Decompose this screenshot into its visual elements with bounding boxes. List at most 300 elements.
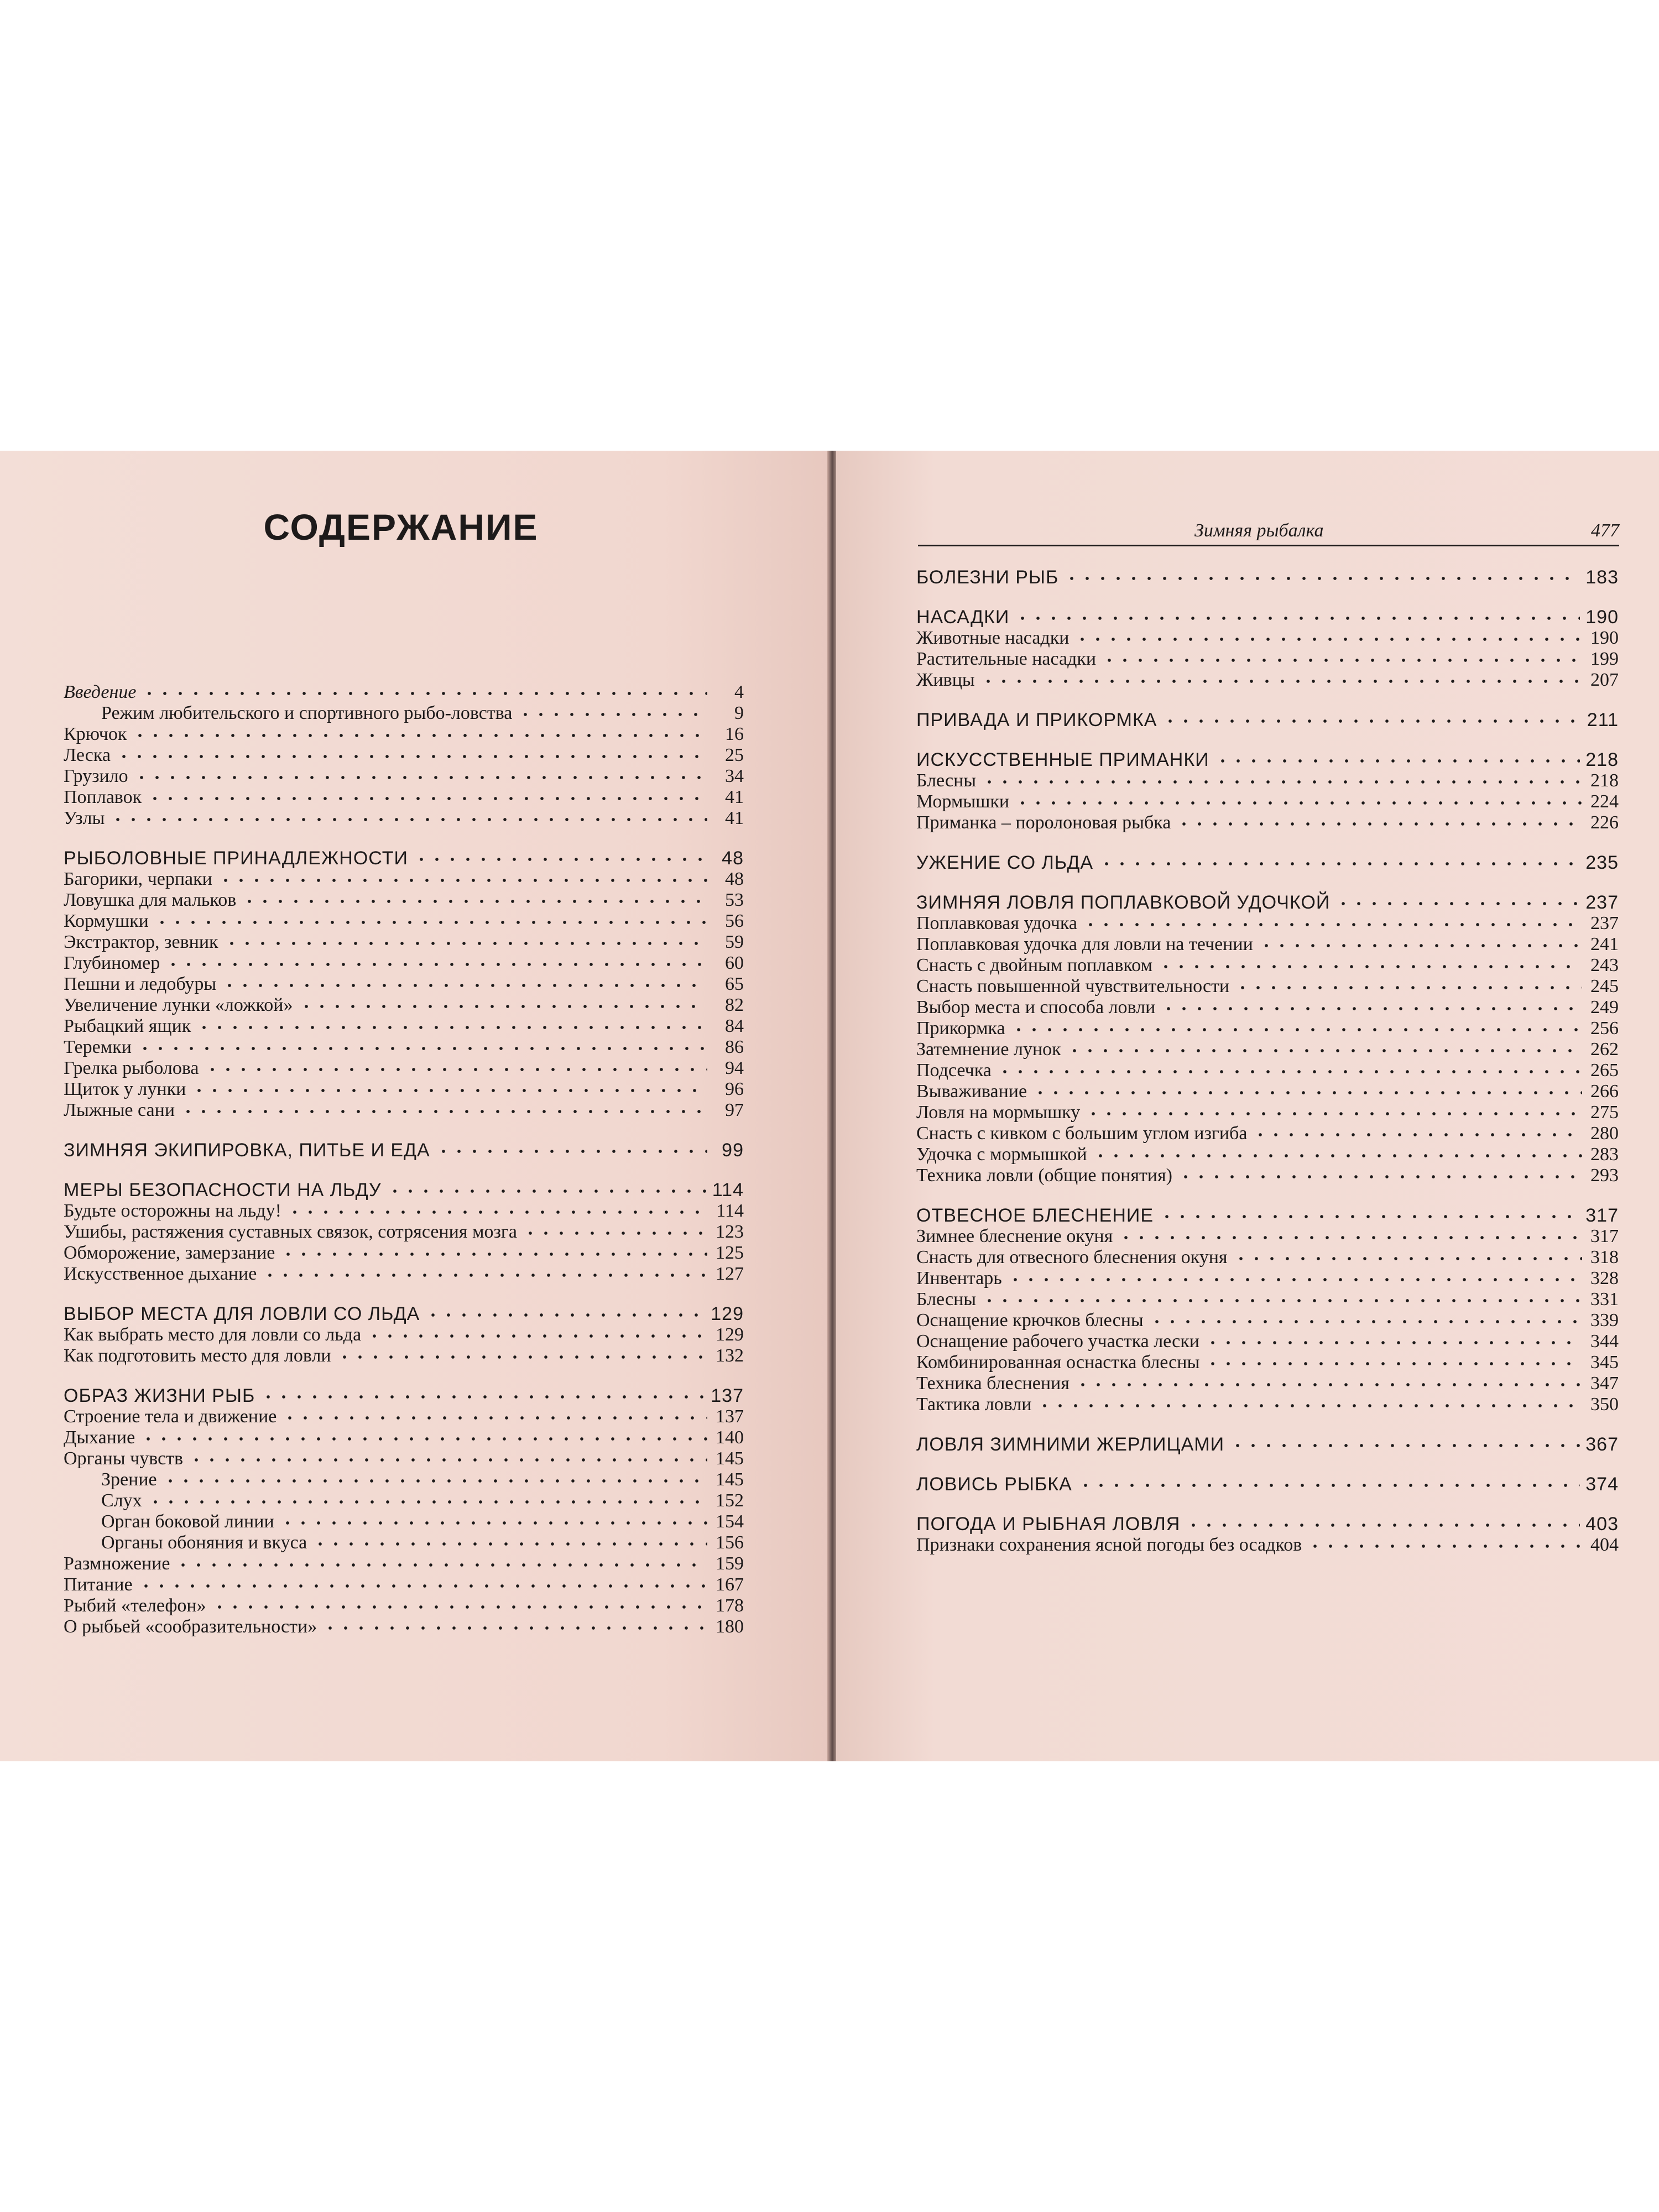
page-title: СОДЕРЖАНИЕ	[263, 507, 539, 547]
toc-page-number: 403	[1585, 1514, 1619, 1535]
toc-entry-label: Удочка с мормышкой	[916, 1144, 1087, 1165]
toc-entry	[916, 934, 1619, 955]
left-page	[0, 451, 830, 1761]
toc-section-heading	[64, 1385, 744, 1406]
toc-entry-label: Режим любительского и спортивного рыбо-ловства	[101, 703, 513, 723]
toc-page-number: 235	[1585, 852, 1619, 873]
toc-page-number: 25	[725, 745, 744, 765]
leader-dots	[1176, 820, 1582, 828]
toc-page-number: 328	[1590, 1268, 1619, 1288]
toc-entry	[916, 649, 1619, 670]
toc-entry-label: Живцы	[916, 670, 975, 690]
toc-section-heading	[916, 1514, 1619, 1535]
leader-dots	[132, 732, 707, 739]
toc-entry-label: Грелка рыболова	[64, 1058, 199, 1078]
leader-dots	[1118, 1234, 1582, 1241]
toc-page-number: 96	[725, 1079, 744, 1099]
leader-dots	[262, 1271, 707, 1279]
toc-entry-label: Снасть с двойным поплавком	[916, 955, 1153, 975]
toc-page-number: 265	[1590, 1060, 1619, 1081]
leader-dots	[337, 1353, 707, 1361]
toc-entry	[916, 1165, 1619, 1186]
toc-page-number: 317	[1590, 1226, 1619, 1246]
toc-entry	[916, 1394, 1619, 1415]
leader-dots	[1230, 1442, 1580, 1449]
toc-entry	[64, 953, 744, 974]
toc-entry	[916, 1268, 1619, 1289]
leader-dots	[142, 690, 707, 697]
toc-page-number: 190	[1590, 628, 1619, 648]
toc-entry	[916, 1081, 1619, 1102]
toc-entry	[64, 1243, 744, 1264]
leader-dots	[1008, 1276, 1582, 1284]
leader-dots	[1102, 656, 1582, 664]
leader-dots	[280, 1519, 707, 1527]
toc-page-number: 224	[1590, 791, 1619, 812]
leader-dots	[1067, 1047, 1582, 1055]
toc-entry-label: УЖЕНИЕ СО ЛЬДА	[916, 852, 1094, 873]
leader-dots	[138, 1582, 707, 1590]
toc-page-number: 16	[725, 724, 744, 744]
toc-entry-label: Мормышки	[916, 791, 1010, 812]
toc-entry	[916, 1039, 1619, 1060]
toc-entry-label: ПОГОДА И РЫБНАЯ ЛОВЛЯ	[916, 1514, 1181, 1535]
toc-page-number: 178	[716, 1595, 744, 1616]
toc-entry	[64, 1058, 744, 1079]
toc-section-heading	[916, 852, 1619, 873]
leader-dots	[280, 1250, 707, 1258]
leader-dots	[212, 1603, 707, 1611]
leader-dots	[322, 1624, 707, 1632]
leader-dots	[165, 961, 707, 968]
toc-page-number: 129	[716, 1324, 744, 1345]
toc-entry-label: Будьте осторожны на льду!	[64, 1201, 281, 1221]
toc-entry	[916, 1018, 1619, 1039]
leader-dots	[1149, 1318, 1582, 1326]
leader-dots	[997, 1068, 1582, 1076]
toc-entry	[64, 745, 744, 766]
toc-page-number: 53	[725, 890, 744, 910]
toc-entry-label: Глубиномер	[64, 953, 160, 973]
leader-dots	[196, 1024, 707, 1031]
toc-entry-label: Размножение	[64, 1553, 170, 1574]
leader-dots	[175, 1561, 707, 1569]
leader-dots	[260, 1393, 705, 1401]
leader-dots	[982, 1297, 1582, 1305]
leader-dots	[1078, 1481, 1580, 1489]
toc-entry-label: Приманка – поролоновая рыбка	[916, 812, 1171, 833]
toc-section-heading	[64, 1180, 744, 1201]
toc-page-number: 137	[716, 1406, 744, 1427]
toc-entry-introduction	[64, 682, 744, 703]
toc-entry-label: БОЛЕЗНИ РЫБ	[916, 567, 1059, 588]
toc-entry-label: Рыбий «телефон»	[64, 1595, 206, 1616]
toc-entry-label: ВЫБОР МЕСТА ДЛЯ ЛОВЛИ СО ЛЬДА	[64, 1303, 420, 1324]
toc-page-number: 243	[1590, 955, 1619, 975]
toc-page-number: 266	[1590, 1081, 1619, 1102]
toc-page-number: 129	[711, 1303, 744, 1324]
leader-dots	[425, 1311, 705, 1319]
toc-page-number: 256	[1590, 1018, 1619, 1039]
toc-page-number: 99	[722, 1140, 744, 1161]
toc-page-number: 180	[716, 1616, 744, 1637]
toc-page-number: 367	[1585, 1434, 1619, 1455]
toc-entry-label: Кормушки	[64, 911, 149, 931]
toc-page-number: 114	[712, 1180, 744, 1201]
toc-section-heading	[916, 749, 1619, 770]
toc-section-heading	[64, 1140, 744, 1161]
leader-dots	[154, 919, 707, 926]
toc-entry	[64, 1222, 744, 1243]
toc-page-number: 345	[1590, 1352, 1619, 1373]
toc-entry	[64, 1201, 744, 1222]
leader-dots	[982, 778, 1582, 786]
leader-dots	[1032, 1089, 1582, 1097]
toc-page-number: 207	[1590, 670, 1619, 690]
toc-entry-label: Крючок	[64, 724, 127, 744]
toc-entry-label: ЗИМНЯЯ ЛОВЛЯ ПОПЛАВКОВОЙ УДОЧКОЙ	[916, 892, 1331, 913]
leader-dots	[1064, 575, 1580, 582]
toc-entry-label: Поплавок	[64, 787, 142, 807]
toc-entry-label: Затемнение лунок	[916, 1039, 1061, 1060]
toc-page-number: 347	[1590, 1373, 1619, 1394]
leader-dots	[287, 1208, 707, 1216]
toc-entry-label: Пешни и ледобуры	[64, 974, 217, 994]
leader-dots	[1037, 1402, 1582, 1410]
toc-subentry	[64, 1532, 744, 1553]
toc-entry-label: Оснащение рабочего участка лески	[916, 1331, 1199, 1352]
toc-page-number: 280	[1590, 1123, 1619, 1144]
toc-entry-label: Выбор места и способа ловли	[916, 997, 1156, 1018]
toc-page-number: 199	[1590, 649, 1619, 669]
toc-entry-label: НАСАДКИ	[916, 607, 1010, 628]
toc-entry-label: Рыбацкий ящик	[64, 1016, 191, 1036]
leader-dots	[1162, 717, 1581, 725]
toc-entry	[916, 1535, 1619, 1556]
toc-page-number: 114	[716, 1201, 744, 1221]
toc-entry-label: Как подготовить место для ловли	[64, 1345, 331, 1366]
toc-entry	[64, 1264, 744, 1285]
toc-entry-label: Леска	[64, 745, 111, 765]
leader-dots	[1086, 1110, 1582, 1118]
toc-entry	[64, 1016, 744, 1037]
toc-section-heading	[916, 892, 1619, 913]
toc-entry-label: ПРИВАДА И ПРИКОРМКА	[916, 709, 1157, 731]
leader-dots	[1253, 1131, 1582, 1139]
leader-dots	[436, 1147, 707, 1155]
toc-entry	[64, 703, 744, 724]
right-page	[836, 451, 1659, 1761]
toc-entry-label: Строение тела и движение	[64, 1406, 277, 1427]
toc-page-number: 159	[716, 1553, 744, 1574]
toc-entry-label: Тактика ловли	[916, 1394, 1032, 1415]
leader-dots	[1075, 1381, 1582, 1389]
toc-page-number: 65	[725, 974, 744, 994]
toc-entry	[64, 1616, 744, 1637]
toc-entry-label: Щиток у лунки	[64, 1079, 186, 1099]
toc-page-number: 152	[716, 1490, 744, 1511]
toc-entry-label: Органы чувств	[64, 1448, 184, 1469]
toc-page-number: 97	[725, 1100, 744, 1120]
toc-entry-label: ОБРАЗ ЖИЗНИ РЫБ	[64, 1385, 255, 1406]
toc-entry	[64, 1406, 744, 1427]
toc-entry	[64, 787, 744, 808]
toc-page-number: 226	[1590, 812, 1619, 833]
toc-page-number: 127	[716, 1264, 744, 1284]
toc-page-number: 237	[1590, 913, 1619, 933]
toc-page-number: 245	[1590, 976, 1619, 997]
leader-dots	[1259, 942, 1582, 950]
leader-dots	[1161, 1005, 1582, 1013]
leader-dots	[1307, 1542, 1582, 1550]
leader-dots	[1178, 1173, 1582, 1181]
toc-page-number: 167	[716, 1574, 744, 1595]
running-header	[918, 516, 1619, 546]
toc-page-number: 34	[725, 766, 744, 786]
toc-entry	[916, 997, 1619, 1018]
toc-entry	[916, 955, 1619, 976]
toc-entry-label: Питание	[64, 1574, 133, 1595]
toc-entry	[916, 1373, 1619, 1394]
leader-dots	[222, 982, 707, 989]
toc-entry-label: Прикормка	[916, 1018, 1005, 1039]
leader-dots	[1011, 1026, 1582, 1034]
page-number: 477	[1591, 520, 1619, 541]
toc-page-number: 339	[1590, 1310, 1619, 1331]
leader-dots	[980, 677, 1582, 685]
leader-dots	[1215, 757, 1580, 765]
toc-entry	[64, 932, 744, 953]
toc-section-heading	[916, 607, 1619, 628]
toc-page-number: 190	[1585, 607, 1619, 628]
left-toc	[64, 682, 744, 1637]
leader-dots	[134, 774, 707, 781]
toc-entry-label: Как выбрать место для ловли со льда	[64, 1324, 362, 1345]
toc-entry	[916, 628, 1619, 649]
leader-dots	[205, 1066, 707, 1073]
toc-entry	[64, 1037, 744, 1058]
toc-page-number: 86	[725, 1037, 744, 1057]
toc-entry	[916, 913, 1619, 934]
toc-entry-label: Ушибы, растяжения суставных связок, сотрясения мозга	[64, 1222, 517, 1242]
toc-entry-label: О рыбьей «сообразительности»	[64, 1616, 317, 1637]
leader-dots	[1074, 635, 1582, 643]
toc-page-number: 56	[725, 911, 744, 931]
leader-dots	[414, 855, 707, 863]
toc-entry-label: Увеличение лунки «ложкой»	[64, 995, 293, 1015]
leader-dots	[140, 1435, 707, 1443]
toc-entry	[64, 1079, 744, 1100]
open-book	[0, 451, 1659, 1761]
toc-entry	[64, 974, 744, 995]
toc-page-number: 237	[1585, 892, 1619, 913]
toc-entry	[916, 1060, 1619, 1081]
toc-entry-label: Растительные насадки	[916, 649, 1097, 669]
toc-entry	[64, 869, 744, 890]
toc-entry-label: Зрение	[101, 1469, 157, 1490]
toc-entry-label: Инвентарь	[916, 1268, 1002, 1288]
toc-entry	[64, 1427, 744, 1448]
toc-entry-label: РЫБОЛОВНЫЕ ПРИНАДЛЕЖНОСТИ	[64, 848, 408, 869]
toc-page-number: 183	[1585, 567, 1619, 588]
toc-page-number: 344	[1590, 1331, 1619, 1352]
leader-dots	[1015, 799, 1582, 807]
toc-page-number: 94	[725, 1058, 744, 1078]
leader-dots	[1099, 860, 1580, 868]
toc-entry-label: Экстрактор, зевник	[64, 932, 218, 952]
toc-entry	[916, 791, 1619, 812]
toc-page-number: 283	[1590, 1144, 1619, 1165]
leader-dots	[1335, 900, 1580, 907]
toc-page-number: 41	[725, 787, 744, 807]
toc-entry-label: Грузило	[64, 766, 128, 786]
toc-entry	[916, 812, 1619, 833]
leader-dots	[523, 1229, 707, 1237]
toc-entry-label: Органы обоняния и вкуса	[101, 1532, 307, 1553]
toc-entry-label: Признаки сохранения ясной погоды без осадков	[916, 1535, 1302, 1555]
toc-page-number: 4	[734, 682, 744, 702]
toc-entry	[916, 1102, 1619, 1123]
leader-dots	[242, 898, 707, 905]
toc-entry-label: Снасть для отвесного блеснения окуня	[916, 1247, 1228, 1267]
leader-dots	[1186, 1521, 1580, 1529]
leader-dots	[110, 816, 707, 823]
toc-entry-label: Блесны	[916, 1289, 977, 1310]
toc-page-number: 374	[1585, 1474, 1619, 1495]
toc-entry-label: ЛОВИСЬ РЫБКА	[916, 1474, 1072, 1495]
leader-dots	[1159, 1213, 1580, 1220]
toc-entry-label: Обморожение, замерзание	[64, 1243, 275, 1263]
toc-entry-label: Орган боковой линии	[101, 1511, 274, 1532]
running-title: Зимняя рыбалка	[1194, 520, 1324, 541]
toc-entry-label: Блесны	[916, 770, 977, 791]
toc-section-heading	[916, 709, 1619, 731]
leader-dots	[116, 753, 707, 760]
toc-page-number: 249	[1590, 997, 1619, 1018]
toc-entry	[64, 890, 744, 911]
leader-dots	[191, 1087, 707, 1094]
toc-entry-label: Техника блеснения	[916, 1373, 1070, 1394]
toc-section-heading	[916, 1474, 1619, 1495]
leader-dots	[137, 1045, 707, 1052]
toc-page-number: 275	[1590, 1102, 1619, 1123]
toc-entry	[916, 976, 1619, 997]
toc-page-number: 318	[1590, 1247, 1619, 1267]
toc-entry	[916, 1144, 1619, 1165]
toc-entry	[916, 670, 1619, 691]
toc-entry-label: Теремки	[64, 1037, 132, 1057]
leader-dots	[1235, 984, 1582, 992]
toc-page-number: 82	[725, 995, 744, 1015]
toc-entry-label: Искусственное дыхание	[64, 1264, 257, 1284]
toc-entry	[916, 1289, 1619, 1310]
toc-entry-label: Поплавковая удочка	[916, 913, 1077, 933]
toc-entry	[64, 766, 744, 787]
toc-entry	[916, 1331, 1619, 1352]
toc-page-number: 132	[716, 1345, 744, 1366]
leader-dots	[1205, 1360, 1582, 1368]
toc-page-number: 211	[1587, 709, 1619, 731]
toc-page-number: 145	[716, 1469, 744, 1490]
leader-dots	[148, 1498, 707, 1506]
leader-dots	[224, 940, 707, 947]
toc-entry-label: Поплавковая удочка для ловли на течении	[916, 934, 1253, 954]
toc-page-number: 48	[725, 869, 744, 889]
leader-dots	[180, 1108, 707, 1115]
leader-dots	[387, 1187, 707, 1195]
leader-dots	[147, 795, 707, 802]
toc-page-number: 218	[1590, 770, 1619, 791]
toc-entry	[64, 1574, 744, 1595]
toc-entry	[916, 1310, 1619, 1331]
toc-entry-label: Комбинированная оснастка блесны	[916, 1352, 1200, 1373]
toc-page-number: 241	[1590, 934, 1619, 954]
toc-entry-label: Животные насадки	[916, 628, 1070, 648]
toc-page-number: 41	[725, 808, 744, 828]
toc-entry-label: ОТВЕСНОЕ БЛЕСНЕНИЕ	[916, 1205, 1154, 1226]
toc-page-number: 331	[1590, 1289, 1619, 1310]
toc-entry	[916, 1352, 1619, 1373]
toc-entry-label: МЕРЫ БЕЗОПАСНОСТИ НА ЛЬДУ	[64, 1180, 382, 1201]
toc-section-heading	[916, 1434, 1619, 1455]
leader-dots	[1233, 1255, 1582, 1262]
toc-page-number: 317	[1585, 1205, 1619, 1226]
toc-subentry	[64, 1511, 744, 1532]
toc-entry	[916, 770, 1619, 791]
toc-entry	[64, 724, 744, 745]
leader-dots	[1015, 614, 1580, 622]
leader-dots	[1205, 1339, 1582, 1347]
toc-entry	[64, 995, 744, 1016]
toc-entry-label: Техника ловли (общие понятия)	[916, 1165, 1172, 1186]
toc-page-number: 137	[711, 1385, 744, 1406]
toc-entry-label: Слух	[101, 1490, 142, 1511]
toc-entry-label: Ловушка для мальков	[64, 890, 237, 910]
toc-entry-label: Дыхание	[64, 1427, 135, 1448]
toc-entry-label: Снасть с кивком с большим углом изгиба	[916, 1123, 1248, 1144]
leader-dots	[299, 1003, 708, 1010]
toc-page-number: 84	[725, 1016, 744, 1036]
leader-dots	[189, 1456, 707, 1464]
toc-entry	[916, 1247, 1619, 1268]
leader-dots	[163, 1477, 707, 1485]
toc-page-number: 154	[716, 1511, 744, 1532]
toc-entry	[64, 1324, 744, 1345]
toc-entry-label: Снасть повышенной чувствительности	[916, 976, 1230, 997]
toc-entry	[64, 1345, 744, 1366]
toc-entry-label: Подсечка	[916, 1060, 992, 1081]
toc-entry-label: Лыжные сани	[64, 1100, 175, 1120]
toc-entry-label: ЗИМНЯЯ ЭКИПИРОВКА, ПИТЬЕ И ЕДА	[64, 1140, 430, 1161]
toc-entry	[64, 1448, 744, 1469]
toc-page-number: 145	[716, 1448, 744, 1469]
toc-subentry	[64, 1490, 744, 1511]
leader-dots	[518, 711, 707, 718]
toc-section-heading	[64, 848, 744, 869]
toc-entry-label: ИСКУССТВЕННЫЕ ПРИМАНКИ	[916, 749, 1209, 770]
leader-dots	[312, 1540, 707, 1548]
toc-page-number: 9	[734, 703, 744, 723]
toc-entry	[64, 1553, 744, 1574]
toc-page-number: 125	[716, 1243, 744, 1263]
toc-page-number: 262	[1590, 1039, 1619, 1060]
toc-page-number: 350	[1590, 1394, 1619, 1415]
toc-entry-label: Багорики, черпаки	[64, 869, 212, 889]
toc-page-number: 218	[1585, 749, 1619, 770]
toc-entry-label: ЛОВЛЯ ЗИМНИМИ ЖЕРЛИЦАМИ	[916, 1434, 1225, 1455]
right-toc	[916, 567, 1619, 1556]
leader-dots	[1093, 1152, 1582, 1160]
